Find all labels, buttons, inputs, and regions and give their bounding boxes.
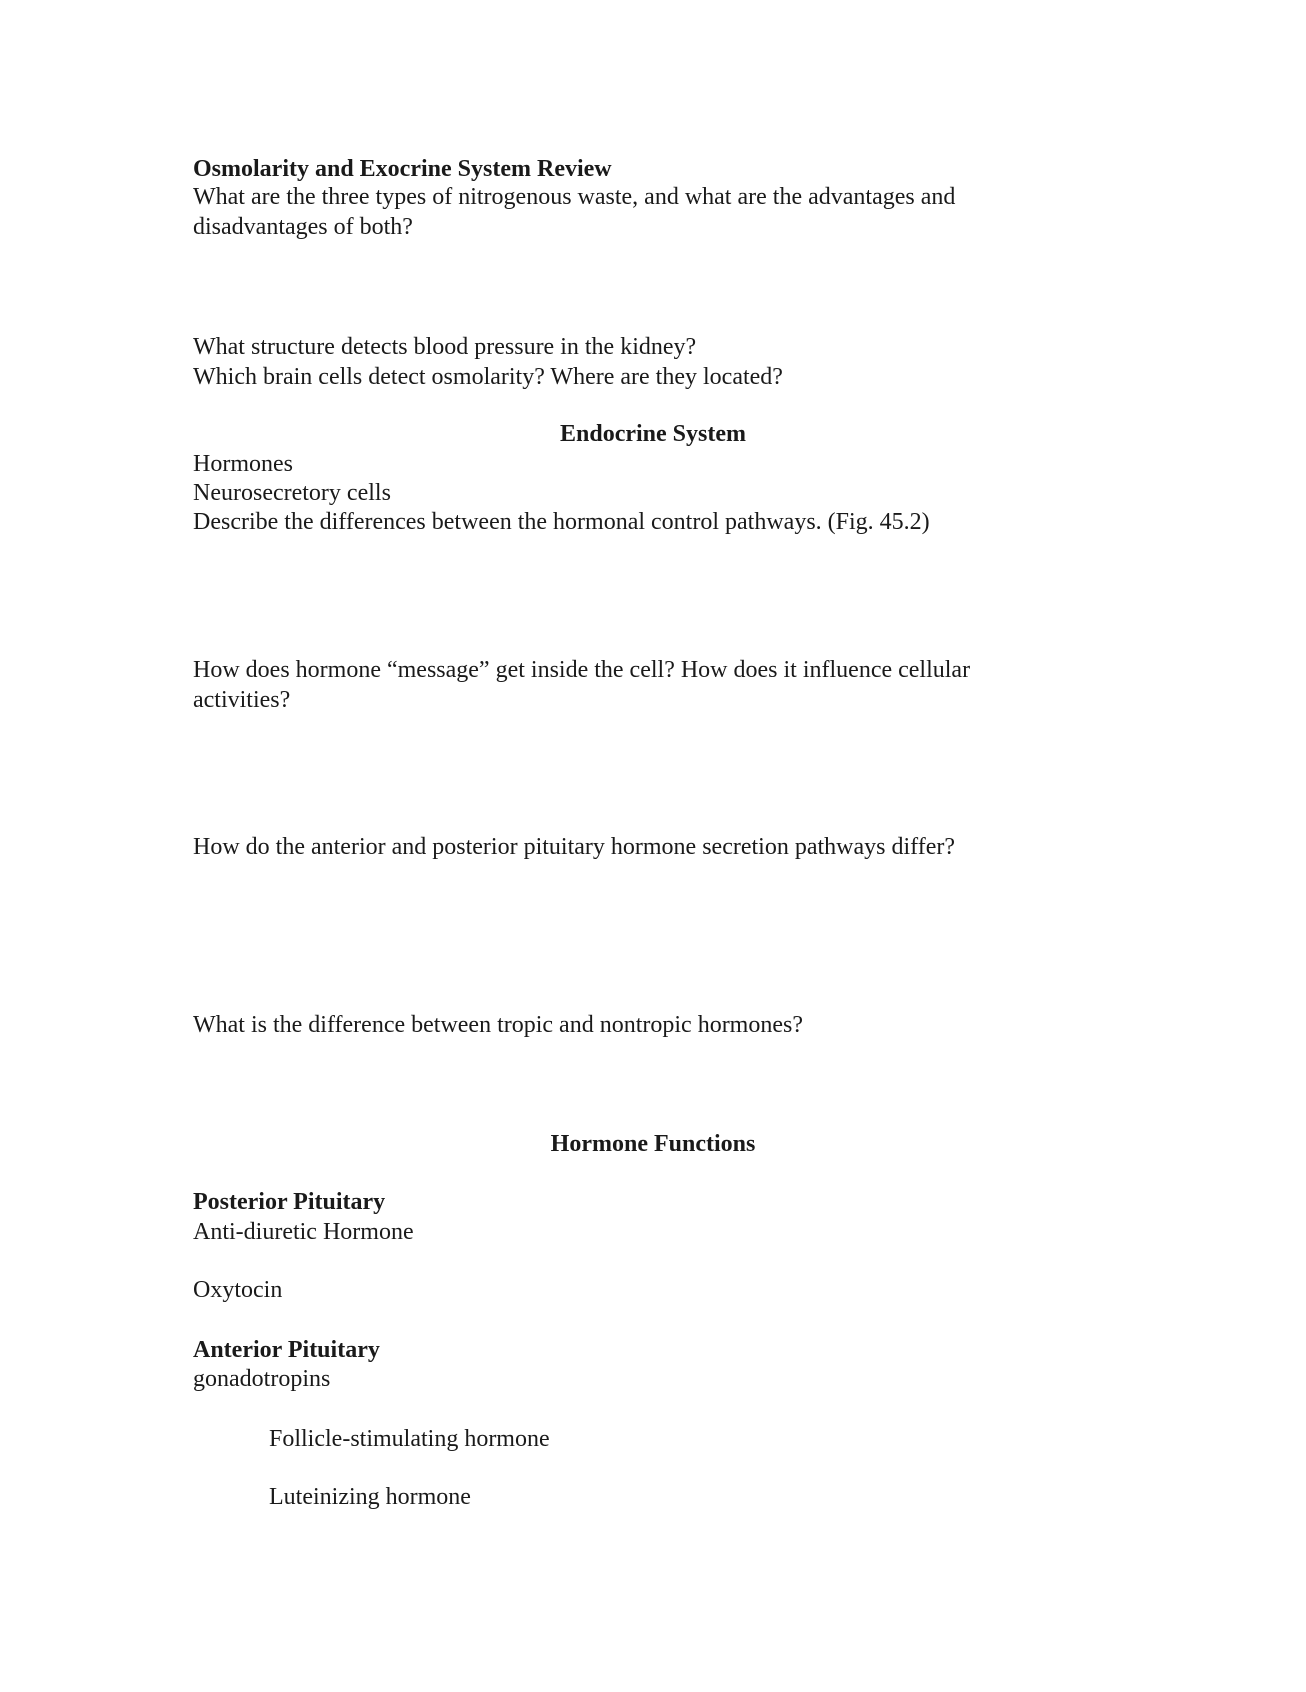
question-nitrogenous-waste-line-1: What are the three types of nitrogenous waste, and what are the advantages and — [193, 184, 956, 210]
subheading-anterior-pituitary: Anterior Pituitary — [193, 1337, 380, 1363]
section-title-review: Osmolarity and Exocrine System Review — [193, 156, 612, 182]
heading-hormone-functions: Hormone Functions — [550, 1131, 756, 1157]
question-tropic-hormones: What is the difference between tropic and nontropic hormones? — [193, 1012, 803, 1038]
item-hormones: Hormones — [193, 451, 293, 477]
item-luteinizing-hormone: Luteinizing hormone — [269, 1484, 471, 1510]
question-hormone-message-line-1: How does hormone “message” get inside the cell? How does it influence cellular — [193, 657, 971, 683]
question-control-pathways: Describe the differences between the hormonal control pathways. (Fig. 45.2) — [193, 509, 930, 535]
subheading-posterior-pituitary: Posterior Pituitary — [193, 1189, 386, 1215]
item-gonadotropins: gonadotropins — [193, 1366, 331, 1392]
question-nitrogenous-waste-line-2: disadvantages of both? — [193, 214, 413, 240]
item-neurosecretory-cells: Neurosecretory cells — [193, 480, 391, 506]
item-follicle-stimulating-hormone: Follicle-stimulating hormone — [269, 1426, 550, 1452]
question-blood-pressure: What structure detects blood pressure in the kidney? — [193, 334, 697, 360]
question-hormone-message-line-2: activities? — [193, 687, 291, 713]
item-anti-diuretic-hormone: Anti-diuretic Hormone — [193, 1219, 414, 1245]
question-osmolarity-cells: Which brain cells detect osmolarity? Where are they located? — [193, 364, 783, 390]
heading-endocrine-system: Endocrine System — [560, 421, 746, 447]
item-oxytocin: Oxytocin — [193, 1277, 283, 1303]
question-pituitary-pathways: How do the anterior and posterior pituitary hormone secretion pathways differ? — [193, 834, 955, 860]
